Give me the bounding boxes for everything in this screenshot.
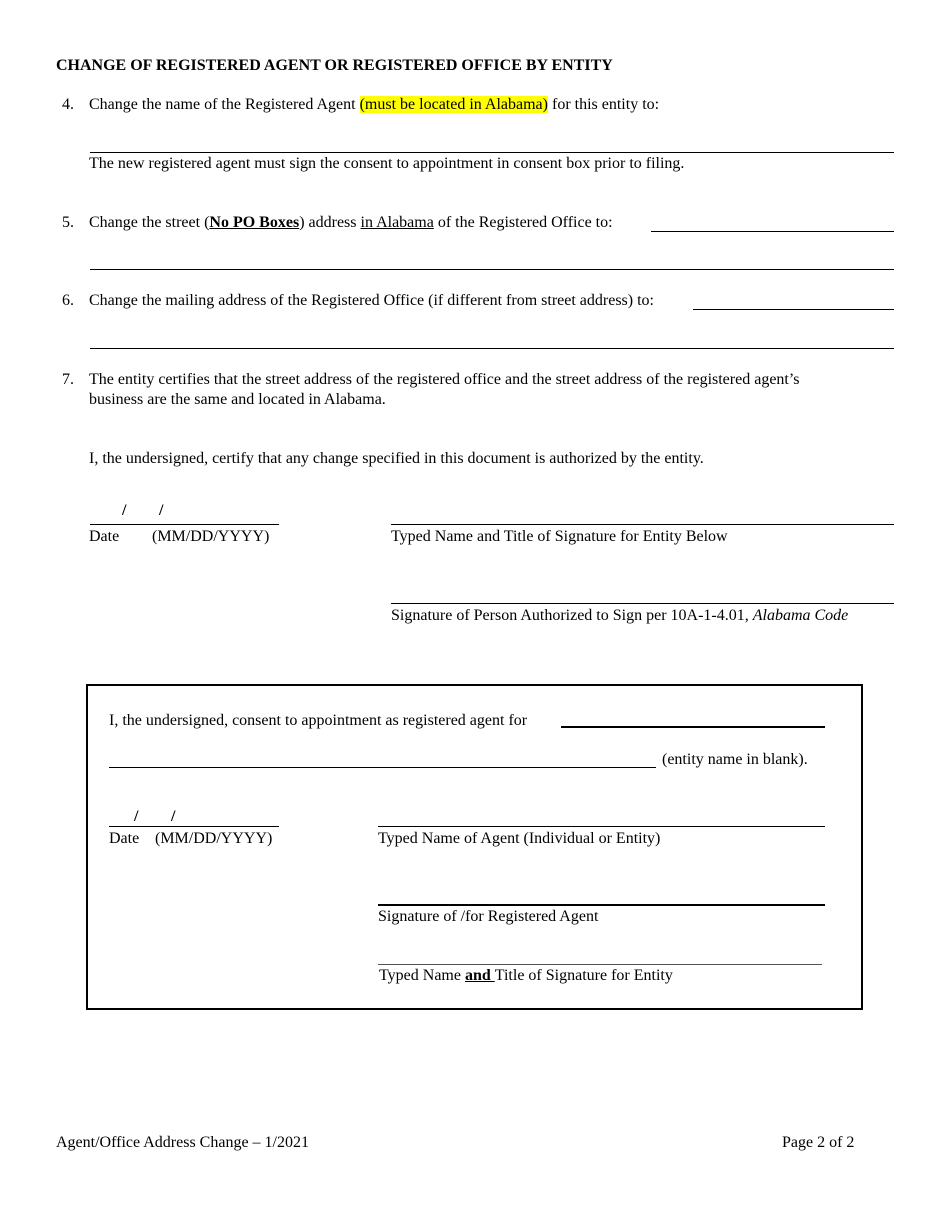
agent-typed-name-label: Typed Name of Agent (Individual or Entity)	[378, 830, 661, 847]
entity-date-field[interactable]	[90, 503, 278, 523]
consent-line-1-rule	[561, 726, 825, 728]
consent-entity-name-field[interactable]	[561, 706, 824, 726]
item-6-number: 6.	[62, 292, 74, 309]
entity-typed-name-rule	[391, 524, 894, 525]
date-slash-1: /	[122, 502, 127, 519]
item-4-highlight: (must be located in Alabama)	[359, 96, 548, 113]
street-address-field-2[interactable]	[90, 248, 893, 268]
agent-typed-name-rule	[378, 826, 825, 827]
signature-label-text: Signature of Person Authorized to Sign per 10A-1-4.01,	[391, 607, 753, 624]
consent-date-slash-1: /	[134, 808, 139, 825]
entity-typed-name-field[interactable]	[391, 503, 893, 523]
item-5-underlined: in Alabama	[360, 214, 434, 231]
item-4-text	[89, 96, 659, 114]
entity-signature-rule	[391, 603, 894, 604]
item-5-rule-2	[90, 269, 894, 270]
item-5-part2: ) address	[299, 214, 361, 231]
entity-typed-title-field[interactable]	[378, 944, 821, 964]
item-4-before: Change the name of the Registered Agent	[89, 96, 360, 113]
entity-date-label: Date	[89, 528, 120, 545]
consent-date-rule	[109, 826, 279, 827]
item-5-rule-1	[651, 231, 894, 232]
consent-line-1: I, the undersigned, consent to appointment as registered agent for	[109, 712, 528, 729]
alabama-code-text: Alabama Code	[752, 607, 849, 624]
agent-signature-field[interactable]	[378, 884, 824, 904]
entity-date-rule	[90, 524, 279, 525]
agent-typed-name-field[interactable]	[378, 806, 824, 826]
entity-blank-note: (entity name in blank).	[662, 751, 808, 768]
item-4-rule	[90, 152, 894, 153]
typed-name-pre: Typed Name	[379, 967, 465, 984]
form-title: CHANGE OF REGISTERED AGENT OR REGISTERED OFFICE BY ENTITY	[56, 57, 613, 74]
item-4-after: for this entity to:	[547, 96, 660, 113]
agent-signature-label: Signature of /for Registered Agent	[378, 908, 599, 925]
item-4-note: The new registered agent must sign the consent to appointment in consent box prior to filing.	[89, 155, 685, 172]
entity-typed-title-label	[379, 967, 673, 985]
date-slash-2: /	[159, 502, 164, 519]
entity-signature-label	[391, 607, 848, 625]
consent-date-label: Date	[109, 830, 140, 847]
item-6-rule-1	[693, 309, 894, 310]
entity-date-format: (MM/DD/YYYY)	[152, 528, 270, 545]
item-7-line-1: The entity certifies that the street address of the registered office and the street address of the registered agent’s	[89, 371, 800, 388]
consent-date-slash-2: /	[171, 808, 176, 825]
item-5-bold: No PO Boxes	[209, 214, 300, 231]
consent-entity-name-field-2[interactable]	[109, 746, 655, 766]
item-7-line-2: business are the same and located in Alabama.	[89, 391, 386, 408]
item-6-rule-2	[90, 348, 894, 349]
item-4-number: 4.	[62, 96, 74, 113]
footer-page-number: Page 2 of 2	[782, 1134, 855, 1151]
item-5-text	[89, 214, 613, 232]
certify-statement: I, the undersigned, certify that any change specified in this document is authorized by the entity.	[89, 450, 704, 467]
typed-name-post: Title of Signature for Entity	[494, 967, 673, 984]
item-5-part3: of the Registered Office to:	[433, 214, 613, 231]
entity-typed-title-rule	[378, 964, 822, 965]
footer-form-id: Agent/Office Address Change – 1/2021	[56, 1134, 309, 1151]
street-address-field[interactable]	[651, 210, 893, 230]
agent-signature-rule	[378, 904, 825, 906]
item-5-number: 5.	[62, 214, 74, 231]
consent-line-2-rule	[109, 767, 656, 768]
item-7-number: 7.	[62, 371, 74, 388]
mailing-address-field-2[interactable]	[90, 327, 893, 347]
entity-typed-name-label: Typed Name and Title of Signature for Entity Below	[391, 528, 728, 545]
registered-agent-name-field[interactable]	[90, 130, 893, 150]
item-6-text: Change the mailing address of the Registered Office (if different from street address) to:	[89, 292, 654, 309]
typed-name-and: and	[464, 967, 495, 984]
consent-date-format: (MM/DD/YYYY)	[155, 830, 273, 847]
item-5-part1: Change the street (	[89, 214, 210, 231]
mailing-address-field[interactable]	[693, 288, 893, 308]
entity-signature-field[interactable]	[391, 582, 893, 602]
